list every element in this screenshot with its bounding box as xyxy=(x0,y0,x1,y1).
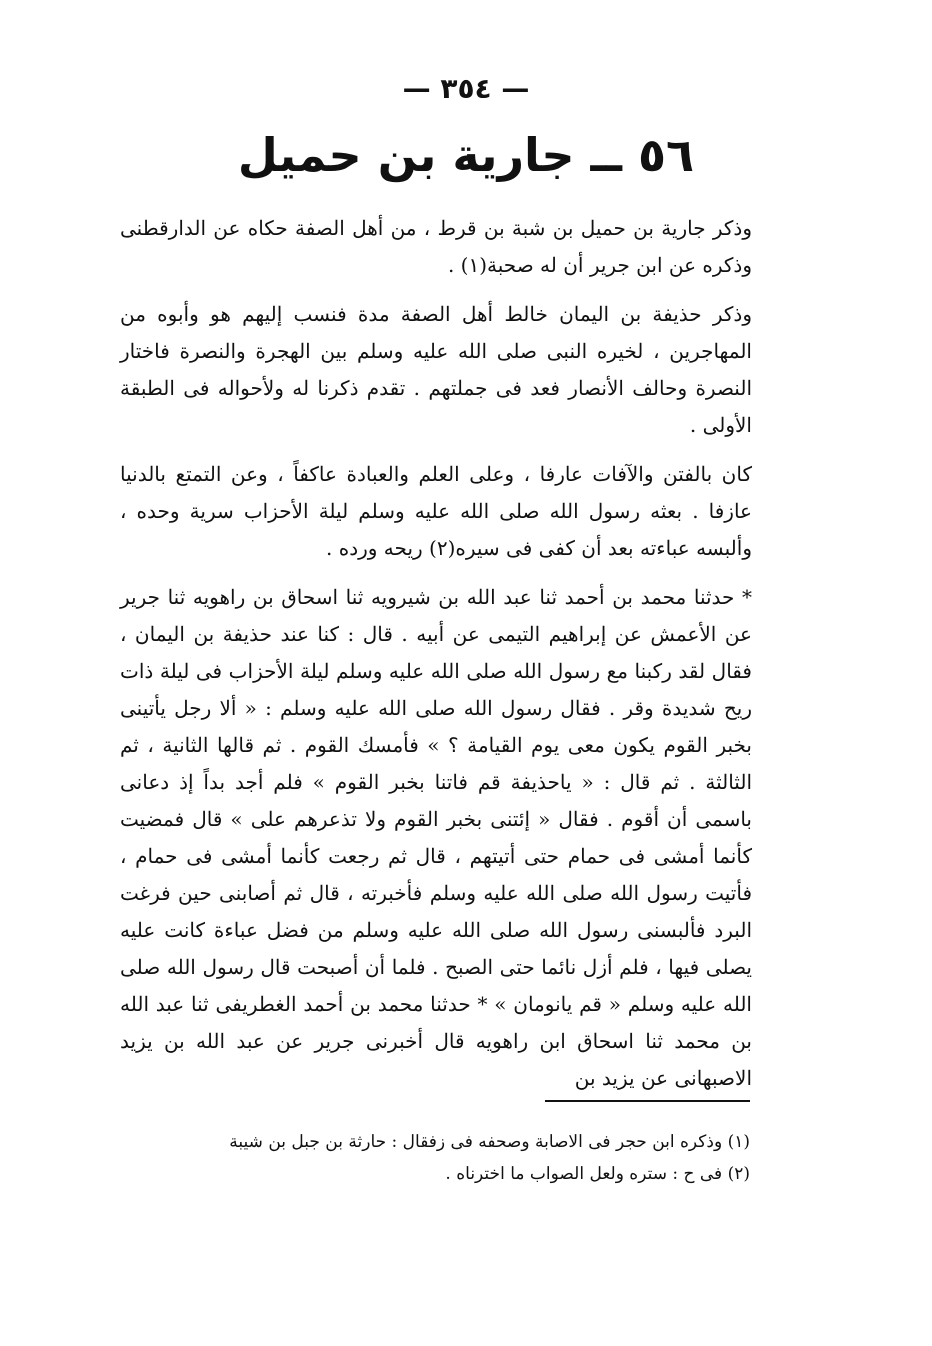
footnote: (١) وذكره ابن حجر فى الاصابة وصحفه فى زفقال : حارثة بن جبل بن شيبة xyxy=(229,1132,750,1152)
footnote: (٢) فى ح : ستره ولعل الصواب ما اخترناه . xyxy=(445,1164,750,1184)
paragraph: وذكر جارية بن حميل بن شبة بن قرط ، من أهل الصفة حكاه عن الدارقطنى وذكره عن ابن جرير أن له صحبة(١) . xyxy=(120,216,752,277)
body-text xyxy=(120,210,752,1109)
footnotes xyxy=(150,1126,750,1190)
chapter-title: ٥٦ ــ جارية بن حميل xyxy=(237,128,695,182)
footnote-divider xyxy=(545,1100,750,1102)
page-number: — ٣٥٤ — xyxy=(402,72,530,105)
paragraph: كان بالفتن والآفات عارفا ، وعلى العلم والعبادة عاكفاً ، وعن التمتع بالدنيا عازفا . بعثه رسول الله صلى الله عليه وسلم ليلة الأحزاب سرية وحده ، وألبسه عباءته بعد أن كفى فى سيره(٢) ريحه ورده . xyxy=(120,462,752,560)
paragraph: * حدثنا محمد بن أحمد ثنا عبد الله بن شيرويه ثنا اسحاق بن راهويه ثنا جرير عن الأعمش عن إبراهيم التيمى عن أبيه . قال : كنا عند حذيفة بن اليمان ، فقال لقد ركبنا مع رسول الله صلى الله عليه وسلم ليلة الأحزاب فى ليلة ذات ريح شديدة وقر . فقال رسول الله صلى الله عليه وسلم : « ألا رجل يأتينى بخبر القوم يكون معى يوم القيامة ؟ » فأمسك القوم . ثم قالها الثانية ، ثم الثالثة . ثم قال : « ياحذيفة قم فاتنا بخبر القوم » فلم أجد بداً إذ دعانى باسمى أن أقوم . فقال « إئتنى بخبر القوم ولا تذعرهم على » قال فمضيت كأنما أمشى فى حمام حتى أتيتهم ، قال ثم رجعت كأنما أمشى فى حمام ، فأتيت رسول الله صلى الله عليه وسلم فأخبرته ، قال ثم أصابنى حين فرغت البرد فألبسنى رسول الله صلى الله عليه وسلم من فضل عباءة كانت عليه يصلى فيها ، فلم أزل نائما حتى الصبح . فلما أن أصبحت قال رسول الله صلى الله عليه وسلم « قم يانومان » * حدثنا محمد بن أحمد الغطريفى ثنا عبد الله بن محمد ثنا اسحاق ابن راهويه قال أخبرنى جرير عن عبد الله بن يزيد الاصبهانى عن يزيد بن xyxy=(120,585,752,1090)
paragraph: وذكر حذيفة بن اليمان خالط أهل الصفة مدة فنسب إليهم هو وأبوه من المهاجرين ، لخيره النبى صلى الله عليه وسلم بين الهجرة والنصرة فاختار النصرة وحالف الأنصار فعد فى جملتهم . تقدم ذكرنا له ولأحواله فى الطبقة الأولى . xyxy=(120,302,752,437)
